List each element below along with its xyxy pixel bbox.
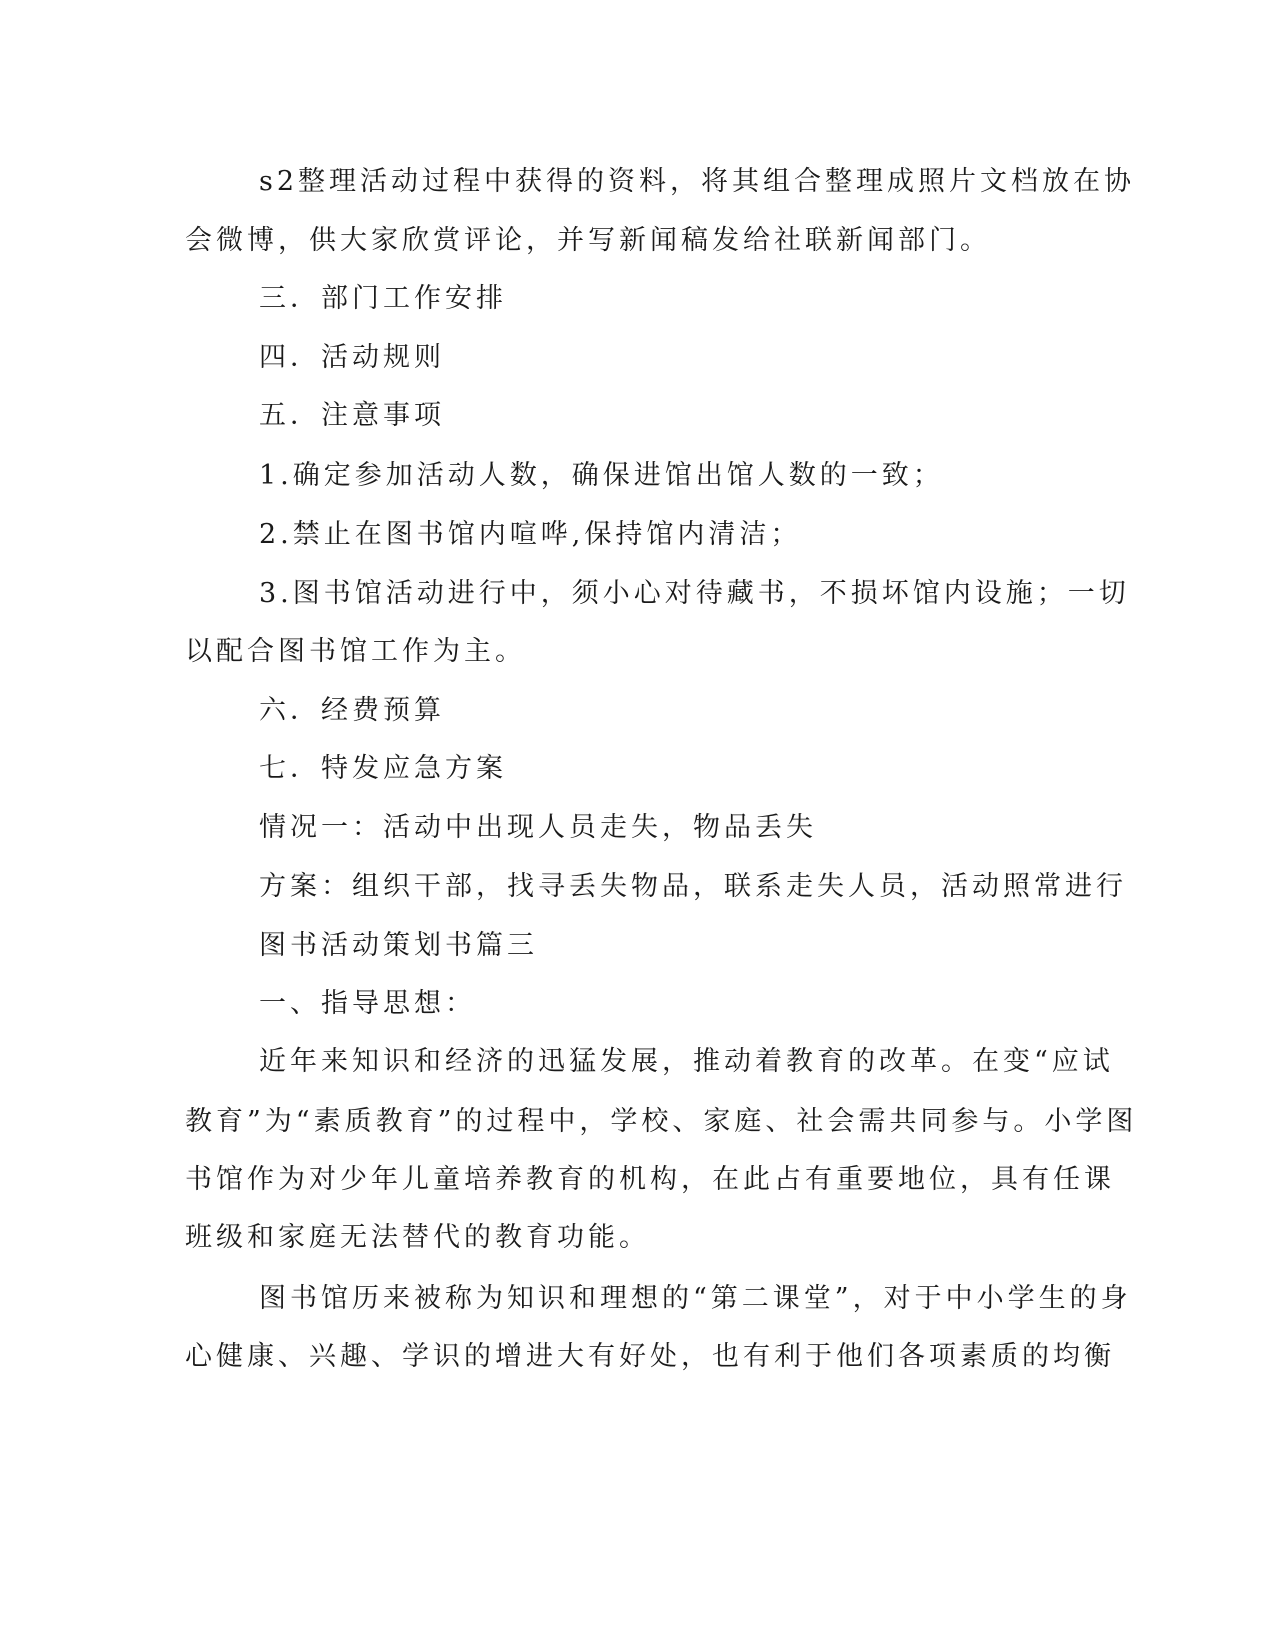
- list-item: 1.确定参加活动人数，确保进馆出馆人数的一致；: [259, 460, 944, 491]
- paragraph-line: 教育”为“素质教育”的过程中，学校、家庭、社会需共同参与。小学图: [185, 1106, 1138, 1137]
- section-heading: 七．特发应急方案: [259, 753, 507, 784]
- list-item: 2.禁止在图书馆内喧哗,保持馆内清洁；: [259, 519, 802, 550]
- document-title: 图书活动策划书篇三: [259, 930, 538, 961]
- section-heading: 五．注意事项: [259, 400, 445, 431]
- paragraph-line: 书馆作为对少年儿童培养教育的机构，在此占有重要地位，具有任课: [185, 1164, 1115, 1195]
- paragraph-line: 心健康、兴趣、学识的增进大有好处，也有利于他们各项素质的均衡: [185, 1341, 1115, 1372]
- list-item-continuation: 以配合图书馆工作为主。: [185, 636, 526, 667]
- paragraph-line: 会微博，供大家欣赏评论，并写新闻稿发给社联新闻部门。: [185, 225, 991, 256]
- list-item: 3.图书馆活动进行中，须小心对待藏书，不损坏馆内设施；一切: [259, 578, 1130, 609]
- section-heading: 一、指导思想：: [259, 988, 476, 1019]
- paragraph-line: 情况一：活动中出现人员走失，物品丢失: [259, 812, 817, 843]
- section-heading: 三．部门工作安排: [259, 283, 507, 314]
- paragraph-line: 方案：组织干部，找寻丢失物品，联系走失人员，活动照常进行: [259, 871, 1127, 902]
- section-heading: 四．活动规则: [259, 342, 445, 373]
- paragraph-line: s2整理活动过程中获得的资料，将其组合整理成照片文档放在协: [259, 166, 1136, 197]
- section-heading: 六．经费预算: [259, 695, 445, 726]
- paragraph-line: 近年来知识和经济的迅猛发展，推动着教育的改革。在变“应试: [259, 1046, 1114, 1077]
- paragraph-line: 班级和家庭无法替代的教育功能。: [185, 1222, 650, 1253]
- paragraph-line: 图书馆历来被称为知识和理想的“第二课堂”，对于中小学生的身: [259, 1283, 1132, 1314]
